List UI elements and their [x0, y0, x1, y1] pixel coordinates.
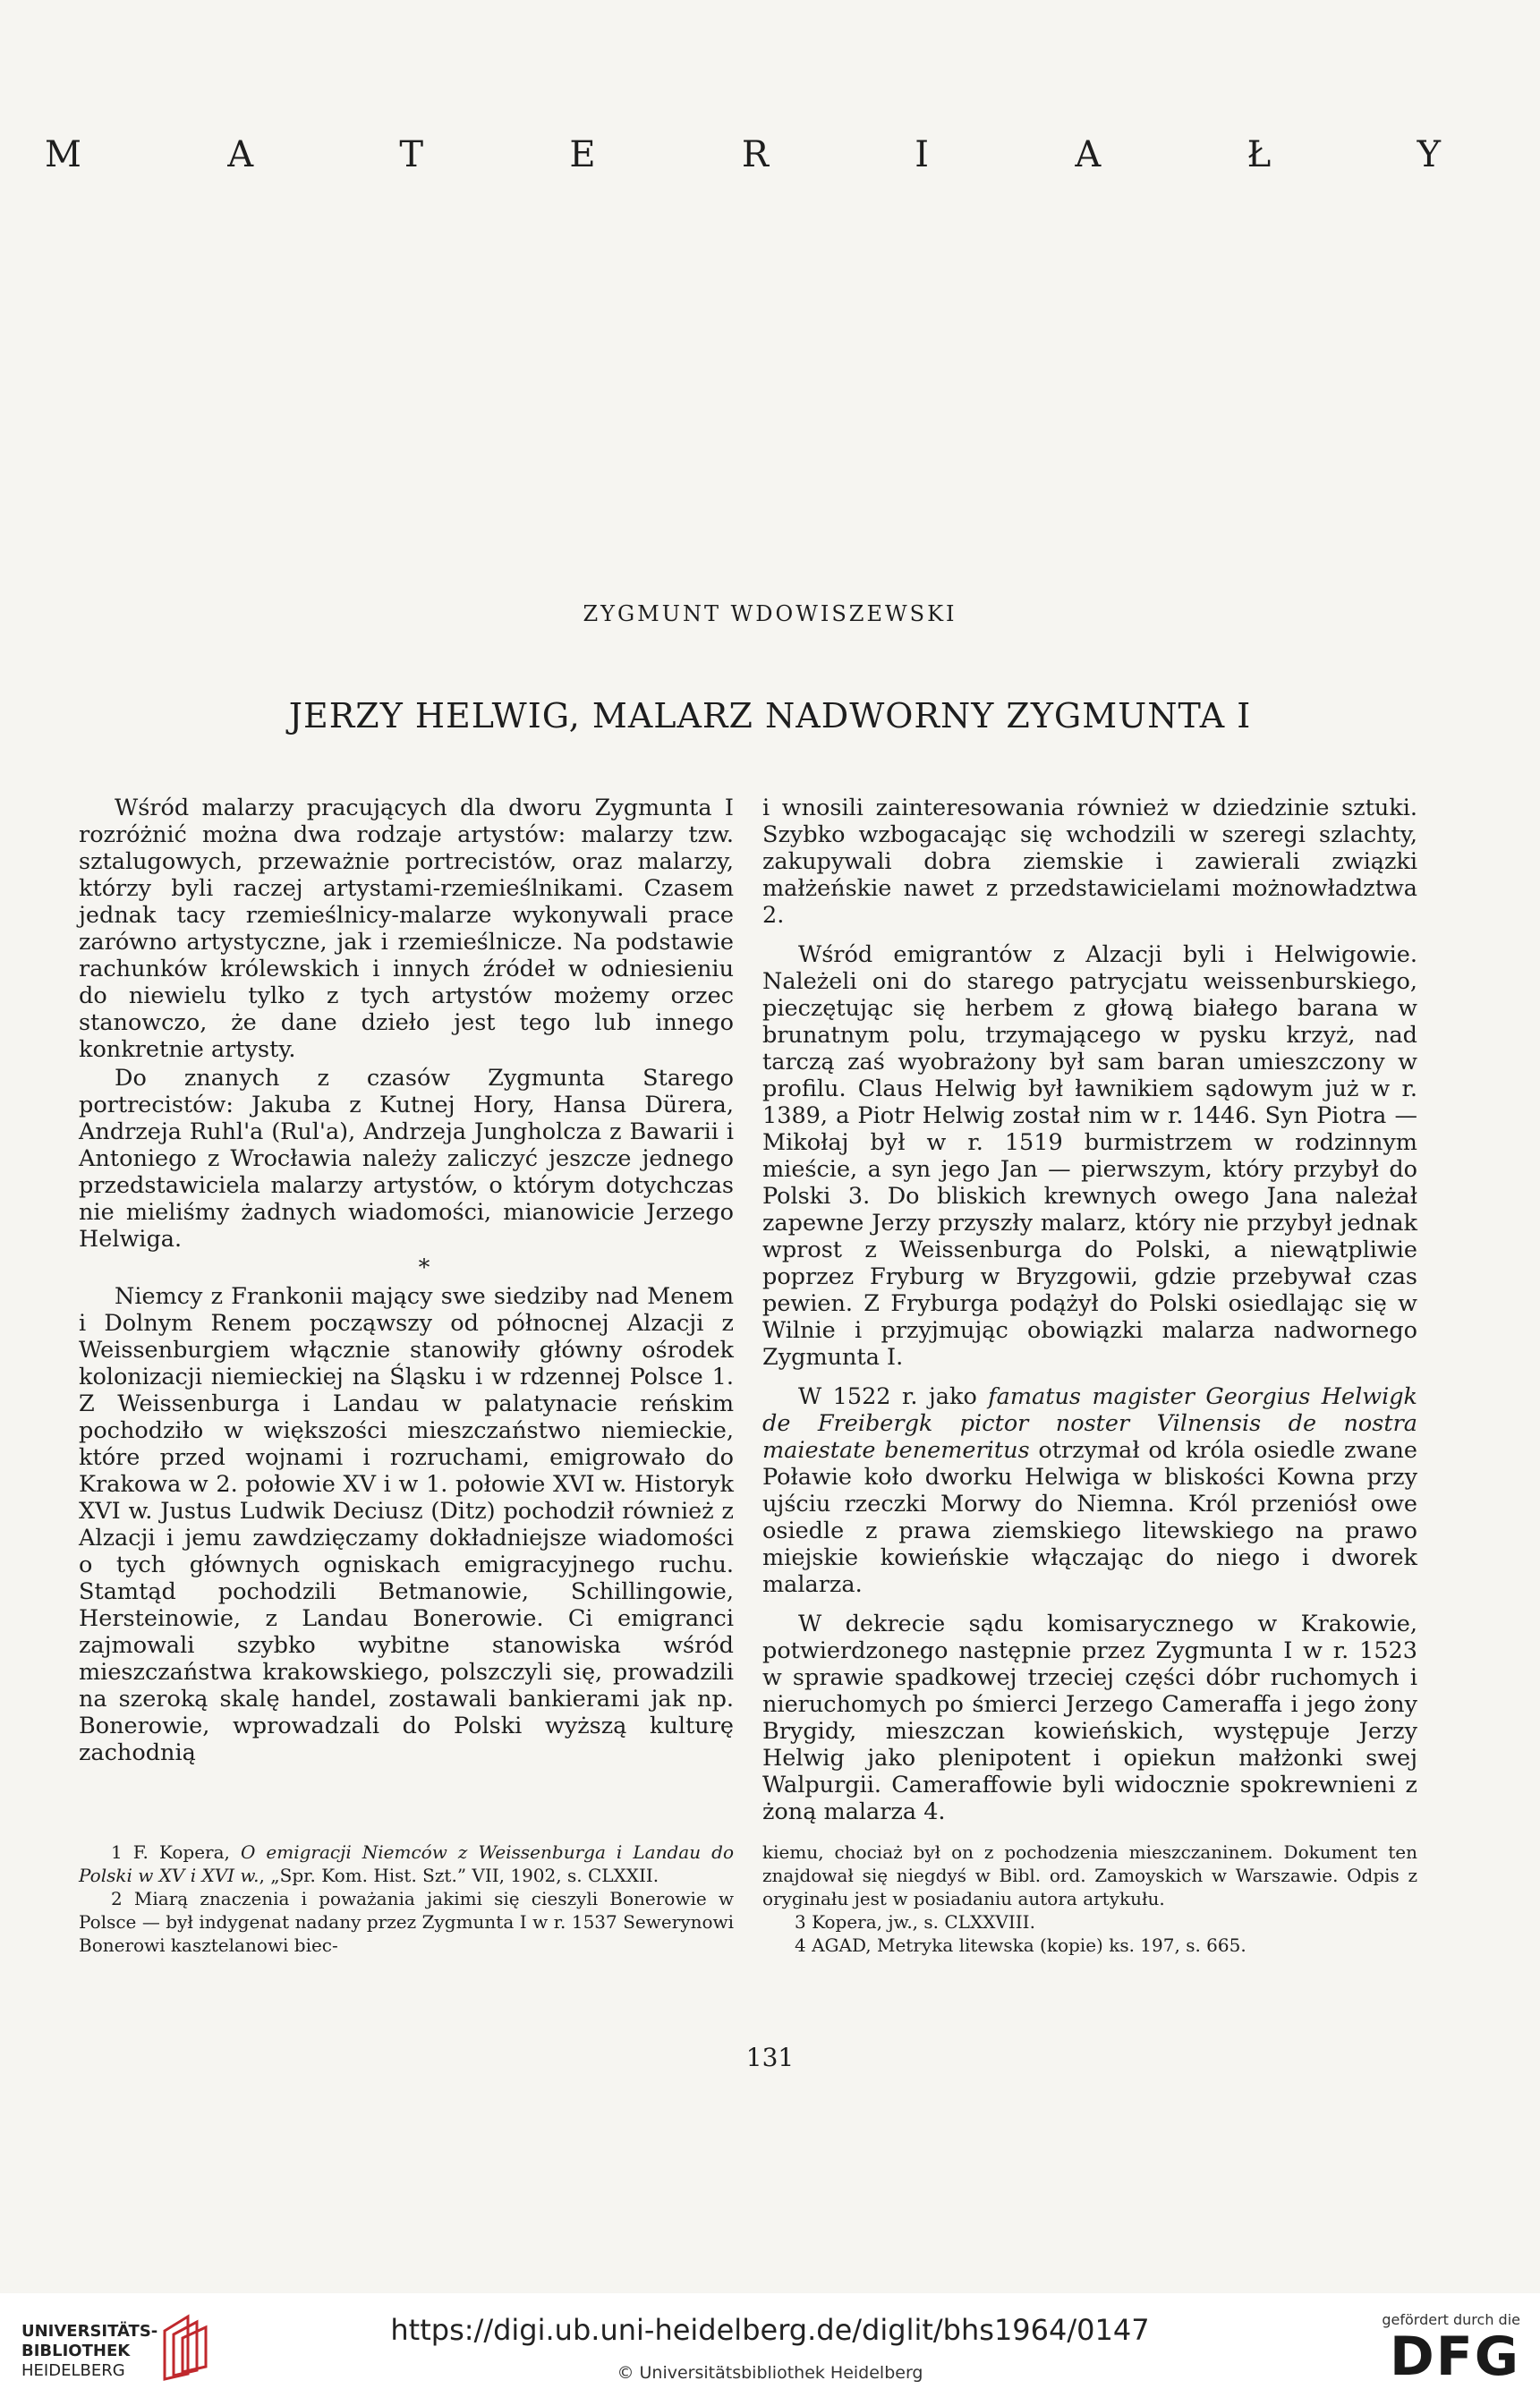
- footnotes-left: [79, 1841, 734, 1957]
- permalink-url[interactable]: https://digi.ub.uni-heidelberg.de/diglit/bhs1964/0147: [390, 2313, 1150, 2347]
- paragraph: i wnosili zainteresowania również w dziedzinie sztuki. Szybko wzbogacając się wchodzili w szeregi szlachty, zakupywali dobra ziemskie i zawierali związki małżeńskie nawet z przedstawicielami możnowładztwa 2.: [762, 795, 1417, 929]
- heading-letter: A: [1075, 134, 1102, 175]
- viewer-footer: [0, 2293, 1540, 2406]
- text-run: W 1522 r. jako: [798, 1383, 989, 1410]
- heading-letter: I: [915, 134, 930, 175]
- heading-letter: E: [569, 134, 596, 175]
- text-run: 1 F. Kopera,: [111, 1841, 241, 1863]
- footnote: 2 Miarą znaczenia i poważania jakimi się cieszyli Bonerowie w Polsce — był indygenat nadany przez Zygmunta I w r. 1537 Sewerynowi Bonerowi kasztelanowi biec-: [79, 1888, 734, 1956]
- library-name-line: HEIDELBERG: [21, 2361, 125, 2380]
- heading-letter: M: [45, 134, 81, 175]
- article-author: ZYGMUNT WDOWISZEWSKI: [583, 601, 957, 626]
- footnote-continuation: kiemu, chociaż był on z pochodzenia mieszczaninem. Dokument ten znajdował się niegdyś w Bibl. ord. Zamoyskich w Warszawie. Odpis z oryginału jest w posiadaniu autora artykułu.: [762, 1841, 1417, 1909]
- page-number: 131: [745, 2043, 795, 2072]
- footnote: 4 AGAD, Metryka litewska (kopie) ks. 197, s. 665.: [795, 1934, 1246, 1956]
- paragraph: Do znanych z czasów Zygmunta Starego portrecistów: Jakuba z Kutnej Hory, Hansa Dürera, Andrzeja Ruhl'a (Rul'a), Andrzeja Jungholcza z Bawarii i Antoniego z Wrocławia należy zaliczyć jeszcze jednego przedstawiciela malarzy artystów, o którym dotychczas nie mieliśmy żadnych wiadomości, mianowicie Jerzego Helwiga.: [79, 1065, 734, 1253]
- footnote: 3 Kopera, jw., s. CLXXVIII.: [795, 1911, 1035, 1933]
- article-title: JERZY HELWIG, MALARZ NADWORNY ZYGMUNTA I: [288, 696, 1252, 735]
- copyright-notice: © Universitätsbibliothek Heidelberg: [617, 2363, 923, 2383]
- right-column: [762, 795, 1417, 1827]
- paragraph: W dekrecie sądu komisarycznego w Krakowie, potwierdzonego następnie przez Zygmunta I w r. 1523 w sprawie spadkowej trzeciej części dóbr ruchomych i nieruchomych po śmierci Jerzego Cameraffa i jego żony Brygidy, mieszczan kowieńskich, występuje Jerzy Helwig jako plenipotent i opiekun małżonki swej Walpurgii. Cameraffowie byli widocznie spokrewnieni z żoną malarza 4.: [762, 1611, 1417, 1825]
- section-heading: [45, 134, 1441, 175]
- latin-quotation: famatus magister Georgius Helwigk de Freibergk pictor noster Vilnensis de nostra maiestate benemeritus: [762, 1383, 1418, 1464]
- footnotes-right: [762, 1841, 1417, 1957]
- text-run: , „Spr. Kom. Hist. Szt.” VII, 1902, s. CLXXII.: [259, 1865, 659, 1886]
- section-separator: *: [418, 1254, 430, 1281]
- library-name-line: UNIVERSITÄTS-: [21, 2322, 158, 2341]
- library-name-line: BIBLIOTHEK: [21, 2342, 131, 2360]
- dfg-wordmark: DFG: [1389, 2325, 1520, 2388]
- heading-letter: A: [227, 134, 254, 175]
- footnote-title: O emigracji Niemców z Weissenburga i Landau do Polski w XV i XVI w.: [79, 1841, 734, 1886]
- heading-letter: Ł: [1246, 134, 1272, 175]
- dfg-logo: [1368, 2311, 1520, 2392]
- heading-letter: T: [399, 134, 424, 175]
- paragraph: Niemcy z Frankonii mający swe siedziby nad Menem i Dolnym Renem począwszy od północnej Alzacji z Weissenburgiem włącznie stanowiły główny ośrodek kolonizacji niemieckiej na Śląsku i w rdzennej Polsce 1. Z Weissenburga i Landau w palatynacie reńskim pochodziło w większości mieszczaństwo niemieckie, które przed wojnami i rozruchami, emigrowało do Krakowa w 2. połowie XV i w 1. połowie XVI w. Historyk XVI w. Justus Ludwik Deciusz (Ditz) pochodził również z Alzacji i jemu zawdzięczamy dokładniejsze wiadomości o tych głównych ogniskach emigracyjnego ruchu. Stamtąd pochodzili Betmanowie, Schillingowie, Hersteinowie, z Landau Bonerowie. Ci emigranci zajmowali szybko wybitne stanowiska wśród mieszczaństwa krakowskiego, polszczyli się, prowadzili na szeroką skalę handel, zostawali bankierami jak np. Bonerowie, wprowadzali do Polski wyższą kulturę zachodnią: [79, 1283, 734, 1766]
- paragraph: [762, 1383, 1417, 1598]
- text-run: otrzymał od króla osiedle zwane Poławie koło dworku Helwiga w bliskości Kowna przy ujściu rzeczki Morwy do Niemna. Król przeniósł owe osiedle z prawa ziemskiego litewskiego na prawo miejskie kowieńskie włączając do niego i dworek malarza.: [762, 1437, 1417, 1598]
- left-column: [79, 795, 734, 1768]
- heading-letter: R: [741, 134, 769, 175]
- footnote: [79, 1841, 734, 1887]
- heading-letter: Y: [1417, 134, 1441, 175]
- paragraph: Wśród emigrantów z Alzacji byli i Helwigowie. Należeli oni do starego patrycjatu weissenburskiego, pieczętując się herbem z głową białego barana w brunatnym polu, trzymającego w pysku krzyż, nad tarczą zaś wyobrażony był sam baran umieszczony w profilu. Claus Helwig był ławnikiem sądowym już w r. 1389, a Piotr Helwig został nim w r. 1446. Syn Piotra — Mikołaj był w r. 1519 burmistrzem w rodzinnym mieście, a syn jego Jan — pierwszym, który przybył do Polski 3. Do bliskich krewnych owego Jana należał zapewne Jerzy przyszły malarz, który nie przybył jednak wprost z Weissenburga do Polski, a niewątpliwie poprzez Fryburg w Bryzgowii, gdzie przebywał czas pewien. Z Fryburga podążył do Polski osiedlając się w Wilnie i przyjmując obowiązki malarza nadwornego Zygmunta I.: [762, 941, 1417, 1371]
- dfg-caption: gefördert durch die: [1382, 2311, 1520, 2328]
- paragraph: Wśród malarzy pracujących dla dworu Zygmunta I rozróżnić można dwa rodzaje artystów: malarzy tzw. sztalugowych, przeważnie portrecistów, oraz malarzy, którzy byli raczej artystami-rzemieślnikami. Czasem jednak tacy rzemieślnicy-malarze wykonywali prace zarówno artystyczne, jak i rzemieślnicze. Na podstawie rachunków królewskich i innych źródeł w odniesieniu do niewielu tylko z tych artystów możemy orzec stanowczo, że dane dzieło jest tego lub innego konkretnie artysty.: [79, 795, 734, 1063]
